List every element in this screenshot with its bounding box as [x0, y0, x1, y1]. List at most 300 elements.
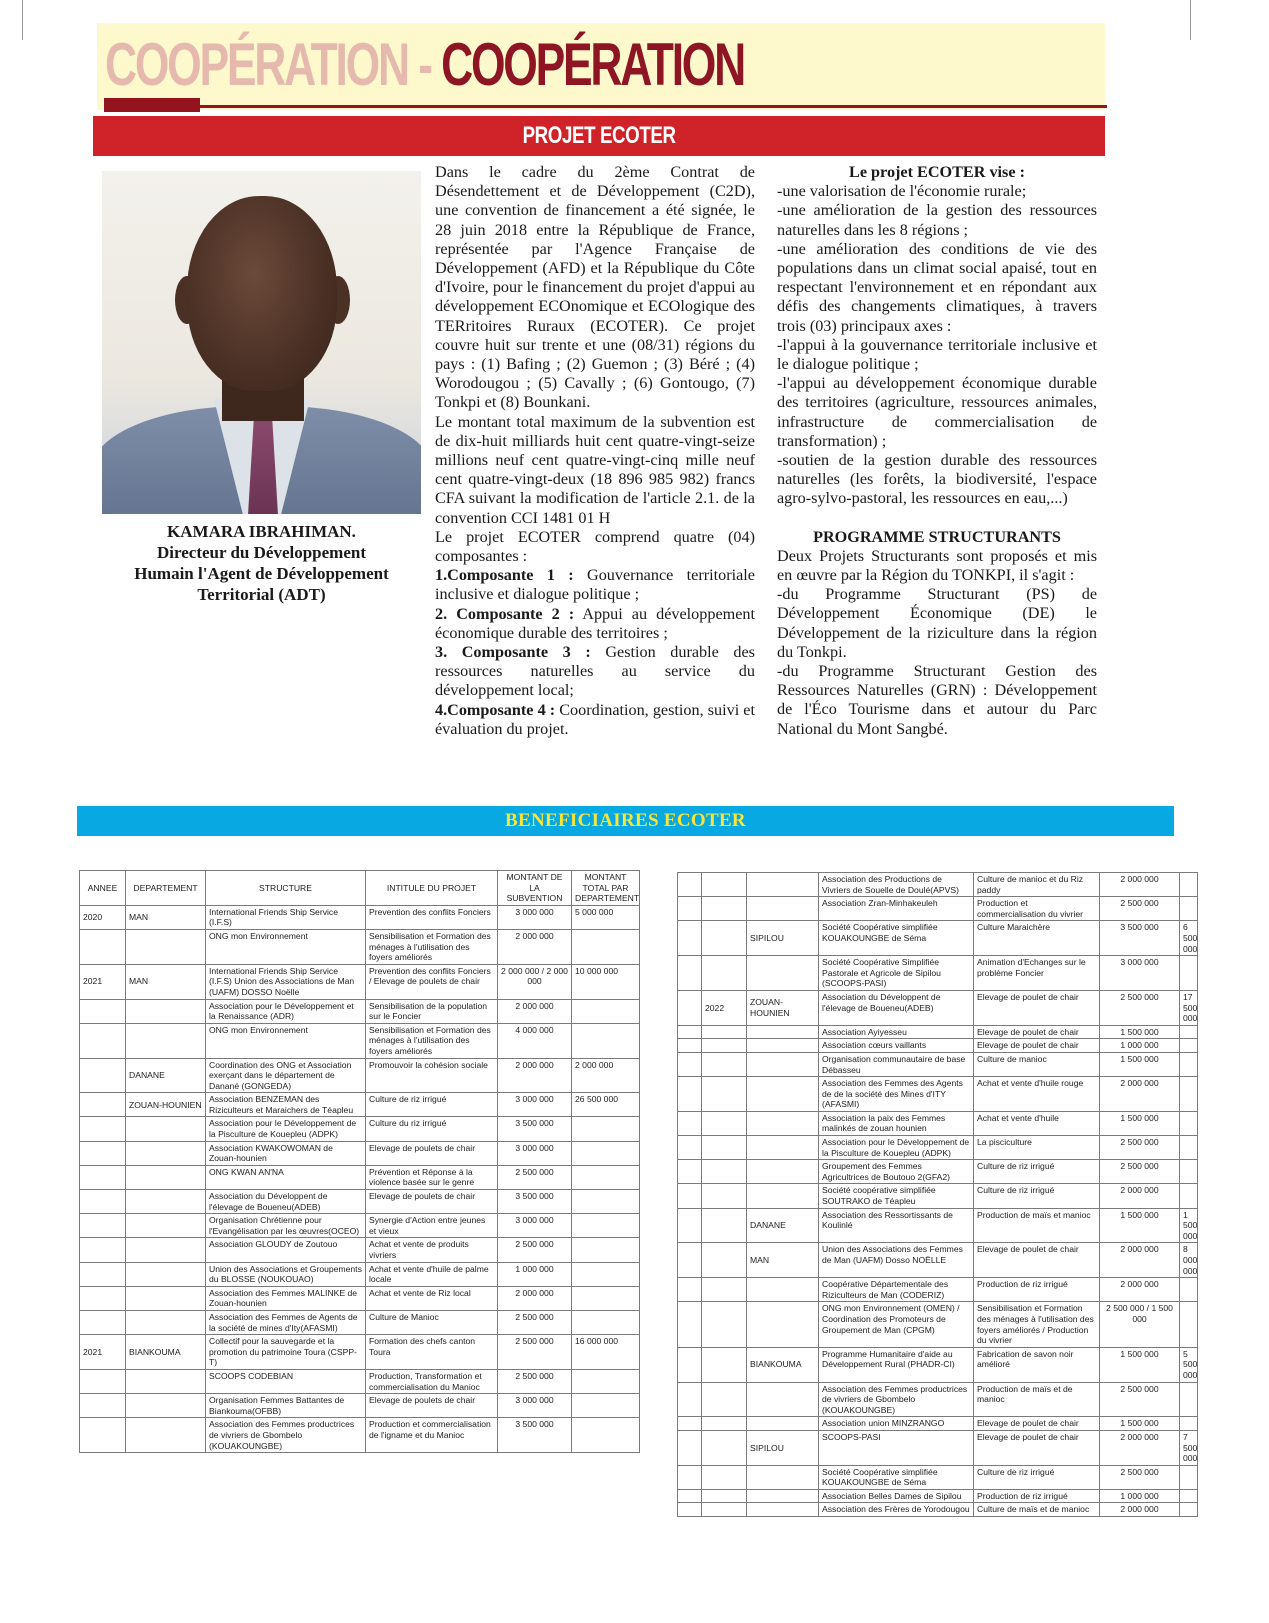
- table-row: [80, 929, 640, 964]
- component-item: [435, 605, 755, 643]
- cell-structure: Union des Associations des Femmes de Man (UAFM) Dosso NOËLLE: [819, 1243, 974, 1278]
- table-row: [678, 897, 1198, 921]
- component-text: Gouvernance territoriale inclusive et dialogue politique ;: [435, 566, 755, 604]
- table-row: [678, 1136, 1198, 1160]
- cell-montant: 1 500 000: [1100, 1347, 1180, 1382]
- cell-structure: Association Ayiyesseu: [819, 1025, 974, 1039]
- table-row: [80, 905, 640, 929]
- cell-structure: Organisation Femmes Battantes de Biankouma(OFBB): [206, 1394, 366, 1418]
- cell-blank: [678, 1184, 702, 1208]
- cell-montant: 2 500 000 / 1 500 000: [1100, 1302, 1180, 1347]
- cell-annee: [80, 1238, 126, 1262]
- cell-montant: 3 000 000: [498, 1214, 572, 1238]
- cell-montant: 3 500 000: [498, 1117, 572, 1141]
- cell-projet: Production de riz irrigué: [974, 1278, 1100, 1302]
- cell-total: [1180, 1039, 1198, 1053]
- cell-structure: ONG mon Environnement: [206, 1023, 366, 1058]
- cell-projet: Sensibilisation et Formation des ménages à l'utilisation des foyers améliorés / Production du vivrier: [974, 1302, 1100, 1347]
- cell-structure: Organisation communautaire de base Débasseu: [819, 1052, 974, 1076]
- cell-annee: [80, 1165, 126, 1189]
- cell-total: [1180, 1077, 1198, 1112]
- cell-total: 5 500 000: [1180, 1347, 1198, 1382]
- article-paragraph: Le projet ECOTER comprend quatre (04) composantes :: [435, 527, 755, 566]
- cell-annee: [702, 1302, 747, 1347]
- cell-total: [572, 1023, 640, 1058]
- cell-total: [1180, 1278, 1198, 1302]
- objective-item: -une amélioration des conditions de vie des populations dans un climat social apaisé, tout en respectant l'environnement et en répondant aux défis des changements climatiques, à travers trois (03) principaux axes :: [777, 239, 1097, 335]
- cell-projet: Prevention des conflits Fonciers: [366, 905, 498, 929]
- cell-montant: 2 500 000: [1100, 1382, 1180, 1417]
- table-row: [678, 1243, 1198, 1278]
- article-paragraph: Dans le cadre du 2ème Contrat de Désendettement et de Développement (C2D), une convention de financement a été signée, le 28 juin 2018 entre la République de France, représentée par l'Agence Française de Développement (AFD) et la République du Côte d'Ivoire, pour le financement du projet d'appui au développement ECOnomique et ECOlogique des TERritoires Ruraux (ECOTER). Ce projet couvre huit sur trente et une (08/31) régions du pays : (1) Bafing ; (2) Guemon ; (3) Béré ; (4) Worodougou ; (5) Cavally ; (6) Gontougo, (7) Tonkpi et (8) Bounkani.: [435, 163, 755, 412]
- article-paragraph: Le montant total maximum de la subvention est de dix-huit milliards huit cent quatre-vingt-seize millions neuf cent quatre-vingt-cinq mille neuf cent quatre-vingt-deux (18 896 985 982) francs CFA suivant la modification de l'article 2.1. de la convention CCI 1481 01 H: [435, 412, 755, 527]
- cell-projet: Culture de riz irrigué: [974, 1184, 1100, 1208]
- cell-departement: ZOUAN-HOUNIEN: [126, 1093, 206, 1117]
- cell-total: [1180, 1503, 1198, 1517]
- cell-departement: [126, 1369, 206, 1393]
- cell-departement: [747, 1160, 819, 1184]
- cell-montant: 2 000 000: [1100, 1503, 1180, 1517]
- cell-annee: [702, 1136, 747, 1160]
- component-item: [435, 701, 755, 739]
- cell-annee: [80, 1418, 126, 1453]
- cell-projet: Elevage de poulets de chair: [366, 1190, 498, 1214]
- cell-structure: Association Belles Dames de Sipilou: [819, 1489, 974, 1503]
- cell-montant: 3 000 000: [498, 1093, 572, 1117]
- cell-structure: Association pour le Développement de la Pisculture de Kouepleu (ADPK): [206, 1117, 366, 1141]
- table-row: [80, 1418, 640, 1453]
- cell-projet: Culture de riz irrigué: [366, 1093, 498, 1117]
- cell-projet: Sensibilisation et Formation des ménages à l'utilisation des foyers améliorés: [366, 929, 498, 964]
- cell-blank: [678, 1465, 702, 1489]
- cell-montant: 3 000 000: [498, 905, 572, 929]
- cell-blank: [678, 990, 702, 1025]
- component-text: Coordination, gestion, suivi et évaluation du projet.: [435, 700, 755, 738]
- cell-annee: [702, 1111, 747, 1135]
- cell-annee: [80, 1310, 126, 1334]
- cell-projet: Production et commercialisation de l'igname et du Manioc: [366, 1418, 498, 1453]
- cell-departement: [126, 1286, 206, 1310]
- cell-structure: Association cœurs vaillants: [819, 1039, 974, 1053]
- table-row: [80, 1190, 640, 1214]
- cell-projet: Culture Maraichère: [974, 921, 1100, 956]
- cell-total: [572, 1310, 640, 1334]
- portrait-role-line: Territorial (ADT): [197, 585, 326, 604]
- cell-total: [1180, 897, 1198, 921]
- cell-departement: MAN: [126, 964, 206, 999]
- cell-departement: [126, 1262, 206, 1286]
- portrait-photo: [102, 171, 421, 514]
- beneficiaries-table-left: [79, 870, 640, 1453]
- cell-structure: Société coopérative simplifiée SOUTRAKO de Téapleu: [819, 1184, 974, 1208]
- cell-projet: Sensibilisation et Formation des ménages à l'utilisation des foyers améliorés: [366, 1023, 498, 1058]
- cell-montant: 2 000 000: [1100, 1243, 1180, 1278]
- cell-departement: [126, 1418, 206, 1453]
- cell-total: 17 500 000: [1180, 990, 1198, 1025]
- cell-departement: [126, 1165, 206, 1189]
- cell-departement: [126, 1117, 206, 1141]
- table-row: [80, 1335, 640, 1370]
- cell-montant: 3 000 000: [498, 1394, 572, 1418]
- cell-structure: Association pour le Développement de la Pisculture de Kouepleu (ADPK): [819, 1136, 974, 1160]
- cell-projet: Formation des chefs canton Toura: [366, 1335, 498, 1370]
- table-row: [80, 1214, 640, 1238]
- cell-departement: ZOUAN-HOUNIEN: [747, 990, 819, 1025]
- page-edge-left: [22, 0, 23, 40]
- cell-projet: Elevage de poulet de chair: [974, 1025, 1100, 1039]
- cell-montant: 3 500 000: [498, 1418, 572, 1453]
- table-row: [80, 1058, 640, 1093]
- table-header-row: [80, 871, 640, 906]
- table-row: [678, 921, 1198, 956]
- cell-total: 26 500 000: [572, 1093, 640, 1117]
- cell-structure: Groupement des Femmes Agricultrices de Boutouo 2(GFA2): [819, 1160, 974, 1184]
- cell-annee: [702, 1039, 747, 1053]
- cell-total: [1180, 1160, 1198, 1184]
- cell-annee: [702, 1243, 747, 1278]
- cell-montant: 2 500 000: [1100, 990, 1180, 1025]
- programme-intro: Deux Projets Structurants sont proposés et mis en œuvre par la Région du TONKPI, il s'agit :: [777, 546, 1097, 585]
- cell-projet: Culture de riz irrigué: [974, 1465, 1100, 1489]
- table-row: [80, 1165, 640, 1189]
- table-row: [80, 1117, 640, 1141]
- table-row: [80, 1141, 640, 1165]
- masthead-rule: [200, 105, 1107, 108]
- cell-montant: 3 500 000: [1100, 921, 1180, 956]
- cell-projet: Promouvoir la cohésion sociale: [366, 1058, 498, 1093]
- cell-structure: Association des Productions de Vivriers de Souelle de Doulé(APVS): [819, 873, 974, 897]
- cell-projet: Culture du riz irrigué: [366, 1117, 498, 1141]
- cell-structure: Association des Femmes de Agents de la société de mines d'Ity(AFASMI): [206, 1310, 366, 1334]
- cell-structure: Association du Développent de l'élevage de Boueneu(ADEB): [819, 990, 974, 1025]
- table-row: [80, 1093, 640, 1117]
- cell-structure: SCOOPS CODEBIAN: [206, 1369, 366, 1393]
- cell-total: [1180, 1184, 1198, 1208]
- cell-structure: Association du Développent de l'élevage de Boueneu(ADEB): [206, 1190, 366, 1214]
- table-row: [678, 1184, 1198, 1208]
- cell-montant: 2 000 000: [498, 929, 572, 964]
- article-column-right: [777, 163, 1097, 739]
- masthead-separator: -: [418, 31, 431, 98]
- table-row: [80, 964, 640, 999]
- cell-annee: [702, 1077, 747, 1112]
- cell-departement: [747, 1077, 819, 1112]
- table-row: [678, 1465, 1198, 1489]
- table-row: [80, 1369, 640, 1393]
- cell-montant: 4 000 000: [498, 1023, 572, 1058]
- spacer: [777, 509, 1097, 528]
- cell-projet: Elevage de poulets de chair: [366, 1141, 498, 1165]
- cell-total: 10 000 000: [572, 964, 640, 999]
- table-row: [678, 1025, 1198, 1039]
- cell-departement: [747, 897, 819, 921]
- cell-annee: [80, 1286, 126, 1310]
- objective-item: -l'appui à la gouvernance territoriale inclusive et le dialogue politique ;: [777, 335, 1097, 374]
- cell-structure: International Friends Ship Service (I.F.S): [206, 905, 366, 929]
- cell-blank: [678, 1111, 702, 1135]
- component-item: [435, 643, 755, 701]
- cell-montant: 1 500 000: [1100, 1208, 1180, 1243]
- table-row: [80, 1023, 640, 1058]
- cell-structure: Coordination des ONG et Association exerçant dans le département de Danané (GONGEDA): [206, 1058, 366, 1093]
- objective-item: -une valorisation de l'économie rurale;: [777, 182, 1027, 201]
- component-label: 3. Composante 3 :: [435, 643, 591, 662]
- cell-blank: [678, 1417, 702, 1431]
- cell-departement: [126, 929, 206, 964]
- cell-projet: Achat et vente de produits vivriers: [366, 1238, 498, 1262]
- cell-annee: [702, 1430, 747, 1465]
- column-header-departement: DEPARTEMENT: [126, 871, 206, 906]
- cell-montant: 2 500 000: [1100, 1465, 1180, 1489]
- cell-projet: Culture de manioc et du Riz paddy: [974, 873, 1100, 897]
- cell-blank: [678, 1243, 702, 1278]
- cell-projet: Fabrication de savon noir amélioré: [974, 1347, 1100, 1382]
- cell-structure: Union des Associations et Groupements du BLOSSE (NOUKOUAO): [206, 1262, 366, 1286]
- cell-montant: 2 000 000: [1100, 873, 1180, 897]
- cell-total: [572, 1117, 640, 1141]
- cell-departement: [747, 1184, 819, 1208]
- cell-annee: [702, 1025, 747, 1039]
- cell-annee: [702, 1417, 747, 1431]
- cell-montant: 2 500 000: [498, 1369, 572, 1393]
- cell-departement: [747, 1503, 819, 1517]
- cell-projet: Production, Transformation et commercialisation du Manioc: [366, 1369, 498, 1393]
- cell-annee: [702, 1208, 747, 1243]
- cell-blank: [678, 897, 702, 921]
- portrait-caption: [102, 521, 421, 605]
- cell-departement: [126, 1214, 206, 1238]
- cell-structure: ONG KWAN AN'NA: [206, 1165, 366, 1189]
- cell-annee: [702, 897, 747, 921]
- table-row: [678, 1278, 1198, 1302]
- column-header-annee: ANNEE: [80, 871, 126, 906]
- portrait-role-line: Directeur du Développement: [156, 543, 366, 562]
- cell-departement: [747, 1039, 819, 1053]
- cell-projet: Synergie d'Action entre jeunes et vieux: [366, 1214, 498, 1238]
- cell-montant: 2 500 000: [1100, 1160, 1180, 1184]
- cell-departement: [126, 1190, 206, 1214]
- cell-montant: 2 000 000: [498, 999, 572, 1023]
- cell-annee: 2021: [80, 1335, 126, 1370]
- cell-total: [572, 929, 640, 964]
- component-label: 1.Composante 1 :: [435, 566, 574, 585]
- cell-annee: [80, 999, 126, 1023]
- section-banner: [93, 116, 1105, 156]
- portrait-head: [187, 196, 337, 391]
- cell-blank: [678, 1430, 702, 1465]
- cell-blank: [678, 956, 702, 991]
- table-row: [80, 999, 640, 1023]
- component-item: [435, 566, 755, 604]
- cell-annee: [80, 1117, 126, 1141]
- table-row: [80, 1394, 640, 1418]
- cell-structure: Association union MINZRANGO: [819, 1417, 974, 1431]
- column-header-structure: STRUCTURE: [206, 871, 366, 906]
- cell-montant: 2 000 000: [1100, 1184, 1180, 1208]
- cell-montant: 2 000 000: [498, 1286, 572, 1310]
- cell-total: [572, 1238, 640, 1262]
- cell-structure: Association des Femmes productrices de vivriers de Gbombelo (KOUAKOUNGBE): [206, 1418, 366, 1453]
- objective-item: -soutien de la gestion durable des ressources naturelles (les forêts, la biodiversité, l'espace agro-sylvo-pastoral, les ressources en eau,...): [777, 451, 1097, 508]
- objective-item: -une amélioration de la gestion des ressources naturelles dans les 8 régions ;: [777, 201, 1097, 239]
- cell-structure: Programme Humanitaire d'aide au Développement Rural (PHADR-CI): [819, 1347, 974, 1382]
- cell-blank: [678, 1160, 702, 1184]
- cell-structure: Association GLOUDY de Zoutouo: [206, 1238, 366, 1262]
- cell-total: [1180, 1417, 1198, 1431]
- cell-total: [572, 1165, 640, 1189]
- cell-blank: [678, 1025, 702, 1039]
- cell-annee: 2022: [702, 990, 747, 1025]
- cell-total: 6 500 000: [1180, 921, 1198, 956]
- cell-projet: Prevention des conflits Fonciers / Elevage de poulets de chair: [366, 964, 498, 999]
- cell-montant: 1 500 000: [1100, 1417, 1180, 1431]
- cell-montant: 1 500 000: [1100, 1111, 1180, 1135]
- cell-departement: [747, 873, 819, 897]
- cell-montant: 2 500 000: [498, 1310, 572, 1334]
- section-banner-title: PROJET ECOTER: [522, 122, 676, 149]
- objectives-heading: Le projet ECOTER vise :: [849, 163, 1025, 181]
- page-edge-right: [1190, 0, 1191, 40]
- cell-departement: DANANE: [747, 1208, 819, 1243]
- table-row: [678, 1302, 1198, 1347]
- cell-total: [572, 1394, 640, 1418]
- programme-item: -du Programme Structurant (PS) de Développement Économique (DE) le Développement de la riziculture dans la région du Tonkpi.: [777, 585, 1097, 661]
- cell-projet: Achat et vente d'huile de palme locale: [366, 1262, 498, 1286]
- cell-blank: [678, 1052, 702, 1076]
- cell-departement: [747, 1382, 819, 1417]
- cell-total: [1180, 1052, 1198, 1076]
- cell-departement: [747, 1465, 819, 1489]
- cell-projet: Achat et vente de Riz local: [366, 1286, 498, 1310]
- cell-projet: Elevage de poulet de chair: [974, 1039, 1100, 1053]
- programme-item: -du Programme Structurant Gestion des Ressources Naturelles (GRN) : Développement de l'Éco Tourisme dans et autour du Parc National du Mont Sangbé.: [777, 662, 1097, 738]
- cell-annee: [702, 1160, 747, 1184]
- cell-blank: [678, 1347, 702, 1382]
- cell-structure: Association des Femmes des Agents de de la société des Mines d'ITY (AFASMI): [819, 1077, 974, 1112]
- table-row: [678, 956, 1198, 991]
- cell-annee: [702, 1052, 747, 1076]
- cell-structure: Association Zran-Minhakeuleh: [819, 897, 974, 921]
- component-text: Gestion durable des ressources naturelles au service du développement local;: [435, 643, 755, 700]
- cell-departement: [126, 1394, 206, 1418]
- cell-annee: [702, 1347, 747, 1382]
- cell-annee: [702, 921, 747, 956]
- cell-montant: 1 000 000: [498, 1262, 572, 1286]
- cell-projet: La pisciculture: [974, 1136, 1100, 1160]
- cell-montant: 2 500 000: [1100, 1136, 1180, 1160]
- cell-montant: 3 000 000: [1100, 956, 1180, 991]
- cell-total: [1180, 1489, 1198, 1503]
- column-header-montant: MONTANT DE LA SUBVENTION: [498, 871, 572, 906]
- cell-projet: Elevage de poulet de chair: [974, 1417, 1100, 1431]
- cell-blank: [678, 1382, 702, 1417]
- cell-departement: [747, 1417, 819, 1431]
- cell-projet: Production de maïs et de manioc: [974, 1382, 1100, 1417]
- programme-heading: PROGRAMME STRUCTURANTS: [813, 527, 1061, 546]
- cell-blank: [678, 1489, 702, 1503]
- cell-annee: [80, 1058, 126, 1093]
- cell-structure: Association des Femmes MALINKE de Zouan-hounien: [206, 1286, 366, 1310]
- table-row: [80, 1238, 640, 1262]
- cell-structure: Association BENZEMAN des Riziculteurs et Maraichers de Téapleu: [206, 1093, 366, 1117]
- cell-montant: 1 500 000: [1100, 1052, 1180, 1076]
- cell-projet: Elevage de poulet de chair: [974, 990, 1100, 1025]
- table-row: [678, 1430, 1198, 1465]
- cell-projet: Elevage de poulet de chair: [974, 1430, 1100, 1465]
- cell-structure: ONG mon Environnement (OMEN) / Coordination des Promoteurs de Groupement de Man (CPGM): [819, 1302, 974, 1347]
- cell-montant: 2 500 000: [498, 1335, 572, 1370]
- cell-projet: Production de riz irrigué: [974, 1489, 1100, 1503]
- beneficiaries-banner: [77, 806, 1174, 836]
- cell-projet: Production de maïs et manioc: [974, 1208, 1100, 1243]
- component-label: 2. Composante 2 :: [435, 604, 575, 623]
- table-row: [678, 1347, 1198, 1382]
- cell-structure: Société Coopérative simplifiée KOUAKOUNGBE de Séma: [819, 921, 974, 956]
- cell-annee: [702, 1382, 747, 1417]
- cell-projet: Culture de Manioc: [366, 1310, 498, 1334]
- table-row: [678, 1039, 1198, 1053]
- cell-total: [572, 1190, 640, 1214]
- cell-annee: [80, 1190, 126, 1214]
- cell-projet: Animation d'Echanges sur le problème Foncier: [974, 956, 1100, 991]
- cell-departement: [126, 1023, 206, 1058]
- cell-structure: Société Coopérative simplifiée KOUAKOUNGBE de Séma: [819, 1465, 974, 1489]
- cell-montant: 2 000 000: [1100, 1077, 1180, 1112]
- cell-total: [572, 1141, 640, 1165]
- cell-blank: [678, 1039, 702, 1053]
- table-row: [678, 1208, 1198, 1243]
- table-row: [678, 1503, 1198, 1517]
- cell-departement: [126, 1141, 206, 1165]
- cell-montant: 1 500 000: [1100, 1025, 1180, 1039]
- cell-structure: Coopérative Départementale des Riziculteurs de Man (CODERIZ): [819, 1278, 974, 1302]
- table-row: [80, 1310, 640, 1334]
- cell-blank: [678, 1208, 702, 1243]
- cell-projet: Elevage de poulets de chair: [366, 1394, 498, 1418]
- table-row: [678, 1077, 1198, 1112]
- cell-total: [572, 1286, 640, 1310]
- cell-total: 7 500 000: [1180, 1430, 1198, 1465]
- cell-montant: 2 500 000: [498, 1238, 572, 1262]
- table-body: [678, 873, 1198, 1517]
- cell-total: [572, 1369, 640, 1393]
- article-column-middle: [435, 163, 755, 739]
- cell-total: 8 000 000: [1180, 1243, 1198, 1278]
- cell-total: [1180, 1111, 1198, 1135]
- masthead-title: [105, 29, 744, 101]
- table-row: [678, 873, 1198, 897]
- table-row: [678, 1111, 1198, 1135]
- cell-projet: Achat et vente d'huile: [974, 1111, 1100, 1135]
- cell-departement: [126, 999, 206, 1023]
- cell-total: [1180, 1025, 1198, 1039]
- cell-blank: [678, 1302, 702, 1347]
- portrait-role-line: Humain l'Agent de Développement: [134, 564, 389, 583]
- table-row: [80, 1262, 640, 1286]
- column-header-total: MONTANT TOTAL PAR DEPARTEMENT: [572, 871, 640, 906]
- beneficiaries-table-right: [677, 872, 1198, 1517]
- component-label: 4.Composante 4 :: [435, 700, 556, 719]
- cell-structure: Association KWAKOWOMAN de Zouan-hounien: [206, 1141, 366, 1165]
- cell-departement: MAN: [126, 905, 206, 929]
- cell-montant: 2 000 000: [1100, 1430, 1180, 1465]
- cell-annee: [702, 1503, 747, 1517]
- masthead-title-light: COOPÉRATION: [105, 31, 408, 98]
- cell-projet: Sensibilisation de la population sur le Foncier: [366, 999, 498, 1023]
- cell-annee: [702, 1278, 747, 1302]
- cell-structure: Association des Ressortissants de Koulinlé: [819, 1208, 974, 1243]
- cell-total: [572, 1418, 640, 1453]
